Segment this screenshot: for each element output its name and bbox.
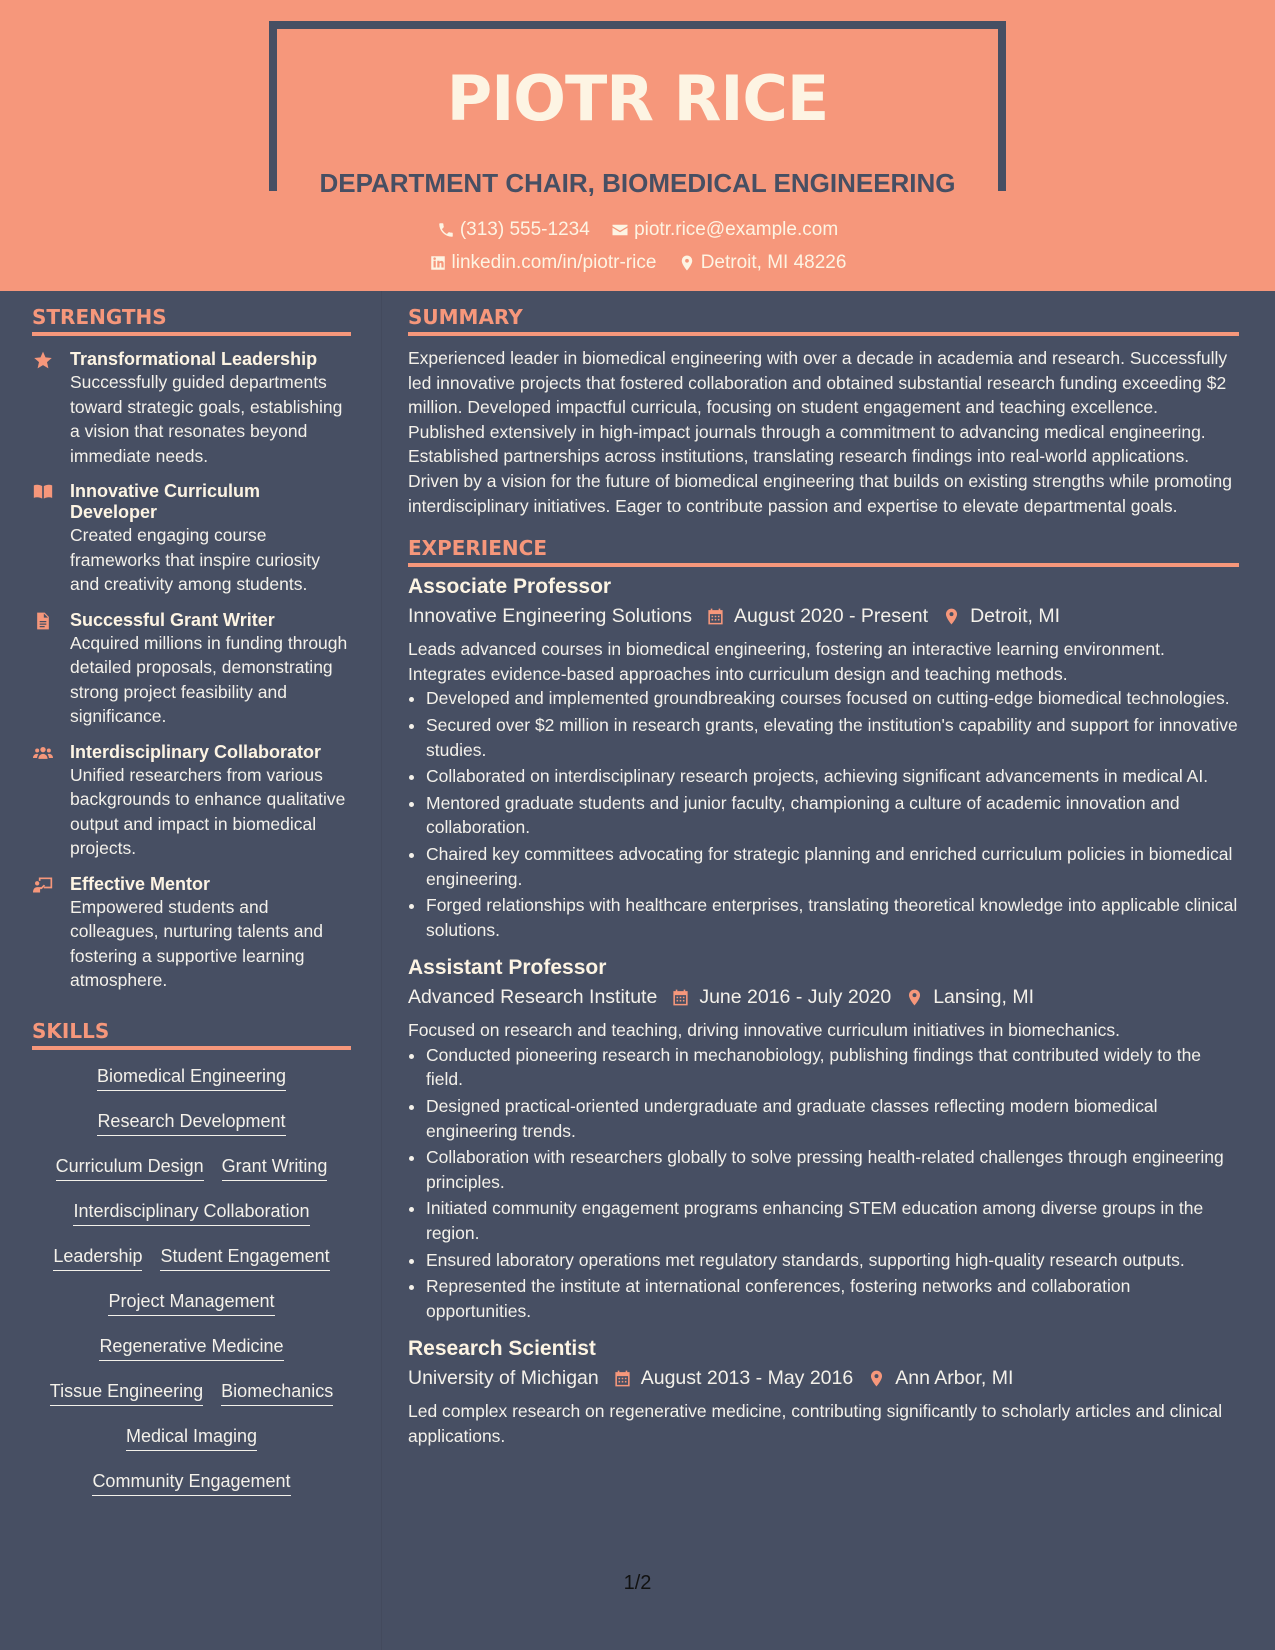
calendar-icon xyxy=(706,607,725,626)
job-description: Focused on research and teaching, driving innovative curriculum initiatives in biomechanics. xyxy=(408,1020,1121,1041)
map-pin-icon xyxy=(678,254,696,272)
skills-list xyxy=(32,1066,351,1516)
strength-desc: Created engaging course frameworks that inspire curiosity and creativity among students. xyxy=(70,525,320,594)
calendar-icon xyxy=(613,1369,632,1388)
strength-desc: Unified researchers from various backgrounds to enhance qualitative output and impact in biomedical projects. xyxy=(70,764,346,858)
strengths-list xyxy=(32,349,351,993)
job-bullet: • Initiated community engagement programs enhancing STEM education among diverse groups in the region. xyxy=(426,1196,1239,1245)
job-meta xyxy=(408,605,1239,628)
email-text: piotr.rice@example.com xyxy=(634,219,839,240)
job-title: Associate Professor xyxy=(408,575,612,599)
candidate-title: DEPARTMENT CHAIR, BIOMEDICAL ENGINEERING xyxy=(319,168,956,198)
skill-row xyxy=(32,1336,351,1381)
strength-desc: Empowered students and colleagues, nurturing talents and fostering a supportive learning atmosphere. xyxy=(70,896,323,990)
skill-tag: Biomechanics xyxy=(221,1381,333,1406)
calendar-icon xyxy=(671,988,690,1007)
skill-tag: Curriculum Design xyxy=(56,1156,204,1181)
job-bullet: • Chaired key committees advocating for strategic planning and enriched curriculum policies in biomedical engineering. xyxy=(426,842,1239,891)
linkedin-icon xyxy=(429,254,447,272)
skill-row xyxy=(32,1066,351,1111)
strength-title: Interdisciplinary Collaborator xyxy=(70,741,322,762)
job-meta xyxy=(408,986,1239,1009)
page-number: 1/2 xyxy=(623,1572,652,1594)
strength-desc: Successfully guided departments toward strategic goals, establishing a vision that resonates beyond immediate needs. xyxy=(70,372,343,466)
contact-row-2 xyxy=(0,252,1275,278)
job-bullet: • Collaborated on interdisciplinary research projects, achieving significant advancements in medical AI. xyxy=(426,764,1239,789)
resume-header xyxy=(0,0,1275,291)
location-contact xyxy=(678,252,847,274)
location-text: Detroit, MI 48226 xyxy=(700,252,847,273)
skill-row xyxy=(32,1201,351,1246)
experience-heading: EXPERIENCE xyxy=(408,536,1239,567)
phone-text: (313) 555-1234 xyxy=(459,219,590,240)
skill-row xyxy=(32,1291,351,1336)
people-group-icon xyxy=(32,743,54,763)
phone-contact[interactable] xyxy=(437,219,590,241)
job-bullet: • Secured over $2 million in research grants, elevating the institution's capability and support for innovative studies. xyxy=(426,713,1239,762)
job-bullet: • Collaboration with researchers globally to solve pressing health-related challenges through engineering principles. xyxy=(426,1145,1239,1194)
contact-row-1 xyxy=(0,219,1275,245)
skill-row xyxy=(32,1426,351,1471)
envelope-icon xyxy=(611,221,629,239)
company-name: Advanced Research Institute xyxy=(408,986,658,1009)
job-bullet: • Forged relationships with healthcare enterprises, translating theoretical knowledge into applicable clinical solutions. xyxy=(426,893,1239,942)
skill-tag: Leadership xyxy=(53,1246,142,1271)
skill-tag: Regenerative Medicine xyxy=(99,1336,283,1361)
job-bullet: • Mentored graduate students and junior faculty, championing a culture of academic innovation and collaboration. xyxy=(426,791,1239,840)
job-dates: August 2013 - May 2016 xyxy=(640,1367,854,1390)
skill-row xyxy=(32,1381,351,1426)
strength-item xyxy=(32,481,351,597)
summary-text: Experienced leader in biomedical engineering with over a decade in academia and research. Successfully led innovative projects that fostered collaboration and obtained substantial research funding exceeding $2 million. Developed impactful curricula, focusing on student engagement and teaching excellence. Published extensively in high-impact journals through a commitment to advancing medical engineering. Established partnerships across institutions, translating research findings into real-world applications. Driven by a vision for the future of biomedical engineering that builds on existing strengths while promoting interdisciplinary initiatives. Eager to contribute passion and expertise to elevate departmental goals. xyxy=(408,348,1232,516)
strength-item xyxy=(32,610,351,729)
strength-title: Successful Grant Writer xyxy=(70,609,275,630)
skill-row xyxy=(32,1246,351,1291)
job-description: Leads advanced courses in biomedical engineering, fostering an interactive learning environment. Integrates evidence-based approaches into curriculum design and teaching methods. xyxy=(408,639,1165,684)
job-entry xyxy=(408,575,1239,942)
skill-tag: Medical Imaging xyxy=(126,1426,257,1451)
skill-row xyxy=(32,1111,351,1156)
skill-tag: Community Engagement xyxy=(92,1471,290,1496)
strength-item xyxy=(32,874,351,993)
strength-title: Effective Mentor xyxy=(70,873,211,894)
skill-row xyxy=(32,1471,351,1516)
job-bullet: • Represented the institute at international conferences, fostering networks and collaboration opportunities. xyxy=(426,1274,1239,1323)
job-title: Assistant Professor xyxy=(408,956,607,980)
strength-item xyxy=(32,349,351,468)
strength-title: Innovative Curriculum Developer xyxy=(70,481,261,522)
job-bullets xyxy=(408,1043,1239,1324)
job-location: Ann Arbor, MI xyxy=(895,1367,1014,1390)
email-contact[interactable] xyxy=(611,219,838,241)
map-pin-icon xyxy=(905,988,924,1007)
job-meta xyxy=(408,1367,1239,1390)
strength-desc: Acquired millions in funding through detailed proposals, demonstrating strong project feasibility and significance. xyxy=(70,632,348,726)
linkedin-text: linkedin.com/in/piotr-rice xyxy=(451,252,657,273)
left-column xyxy=(32,305,351,1516)
skill-tag: Research Development xyxy=(97,1111,285,1136)
strength-item xyxy=(32,742,351,861)
job-dates: August 2020 - Present xyxy=(734,605,929,628)
skill-tag: Tissue Engineering xyxy=(50,1381,203,1406)
job-title: Research Scientist xyxy=(408,1337,596,1361)
job-bullets xyxy=(408,686,1239,942)
book-icon xyxy=(32,482,54,502)
job-dates: June 2016 - July 2020 xyxy=(699,986,892,1009)
summary-heading: SUMMARY xyxy=(408,305,1239,336)
job-bullet: • Ensured laboratory operations met regulatory standards, supporting high-quality research outputs. xyxy=(426,1248,1239,1273)
job-location: Lansing, MI xyxy=(933,986,1035,1009)
skill-tag: Interdisciplinary Collaboration xyxy=(73,1201,309,1226)
map-pin-icon xyxy=(942,607,961,626)
job-bullet: • Designed practical-oriented undergraduate and graduate classes reflecting modern biomedical engineering trends. xyxy=(426,1094,1239,1143)
job-bullet: • Conducted pioneering research in mechanobiology, publishing findings that contributed widely to the field. xyxy=(426,1043,1239,1092)
job-entry xyxy=(408,956,1239,1323)
teacher-board-icon xyxy=(32,875,54,895)
strengths-heading: STRENGTHS xyxy=(32,305,351,336)
job-location: Detroit, MI xyxy=(970,605,1061,628)
skill-row xyxy=(32,1156,351,1201)
star-icon xyxy=(32,350,54,370)
skill-tag: Project Management xyxy=(108,1291,274,1316)
right-column xyxy=(408,305,1239,1449)
job-bullet: • Developed and implemented groundbreaking courses focused on cutting-edge biomedical technologies. xyxy=(426,686,1239,711)
skill-tag: Grant Writing xyxy=(222,1156,328,1181)
skill-tag: Biomedical Engineering xyxy=(97,1066,286,1091)
company-name: Innovative Engineering Solutions xyxy=(408,605,693,628)
document-icon xyxy=(32,611,54,631)
skill-tag: Student Engagement xyxy=(160,1246,329,1271)
phone-icon xyxy=(437,221,455,239)
column-divider xyxy=(381,291,382,1650)
strength-title: Transformational Leadership xyxy=(70,349,318,369)
job-entry xyxy=(408,1337,1239,1448)
job-description: Led complex research on regenerative medicine, contributing significantly to scholarly articles and clinical applications. xyxy=(408,1401,1223,1446)
skills-heading: SKILLS xyxy=(32,1019,351,1050)
map-pin-icon xyxy=(867,1369,886,1388)
candidate-name: PIOTR RICE xyxy=(446,62,829,135)
linkedin-contact[interactable] xyxy=(429,252,657,274)
company-name: University of Michigan xyxy=(408,1367,599,1390)
